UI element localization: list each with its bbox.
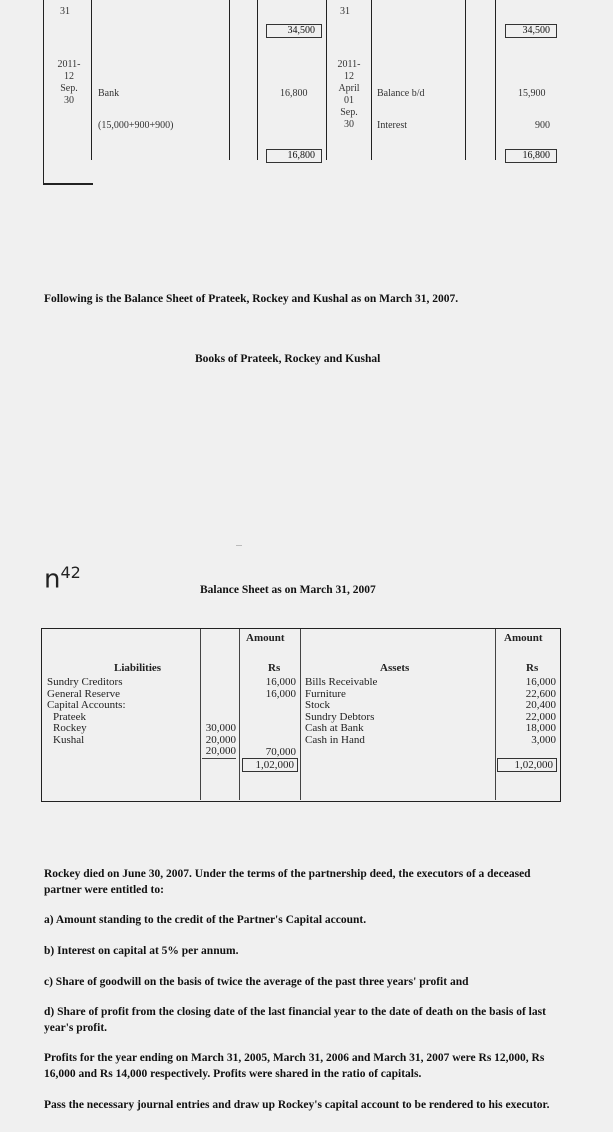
- asset-label: Bills Receivable: [305, 676, 378, 688]
- question-task: Pass the necessary journal entries and draw up Rockey's capital account to be rendered to his executor.: [44, 1099, 550, 1111]
- liability-label: General Reserve: [47, 687, 120, 700]
- liability-label: Prateek: [53, 710, 86, 723]
- liability-label: Capital Accounts:: [47, 699, 126, 711]
- question-item-a: a) Amount standing to the credit of the Partner's Capital account.: [44, 914, 367, 926]
- ledger-left-total: 16,800: [266, 149, 322, 163]
- ledger-right-amount-1: 15,900: [518, 88, 546, 99]
- question-profits: Profits for the year ending on March 31, 2005, March 31, 2006 and March 31, 2007 were Rs 12,000, Rs 16,000 and Rs 14,000 respectively. Profits were shared in the ratio of capitals.: [44, 1052, 545, 1080]
- ledger-right-particular-1: Balance b/d: [377, 88, 425, 99]
- ledger-right-amount-2: 900: [535, 120, 550, 131]
- capital-sub-amounts: 30,000 20,000 20,000: [202, 723, 236, 759]
- liabilities-list: [47, 677, 126, 746]
- rs-left: Rs: [268, 662, 281, 674]
- question-item-b: b) Interest on capital at 5% per annum.: [44, 945, 239, 957]
- asset-label: Sundry Debtors: [305, 710, 375, 723]
- ledger-top-right-total: 34,500: [505, 24, 557, 38]
- divider: [236, 545, 242, 546]
- liability-amounts: 16,000 16,000: [265, 676, 296, 700]
- ledger-top-mid-date: 31: [340, 6, 350, 17]
- ledger-left-date: 2011- 12 Sep. 30: [57, 59, 81, 106]
- ledger-left-note: (15,000+900+900): [98, 120, 174, 131]
- total-left: 1,02,000: [242, 758, 298, 772]
- intro-text: Following is the Balance Sheet of Prateek, Rockey and Kushal as on March 31, 2007.: [44, 293, 459, 305]
- ledger-left-amount: 16,800: [280, 88, 308, 99]
- balance-sheet-title: Balance Sheet as on March 31, 2007: [200, 584, 376, 596]
- amount-header-right: Amount: [504, 632, 543, 644]
- liability-label: Rockey: [53, 722, 87, 734]
- balance-sheet-table: [41, 628, 561, 802]
- total-right: 1,02,000: [497, 758, 557, 772]
- ledger-top-left-total: 34,500: [266, 24, 322, 38]
- ledger-right-date: 2011- 12 April 01 Sep. 30: [337, 59, 361, 130]
- ledger-left-particular: Bank: [98, 88, 120, 99]
- question-intro: Rockey died on June 30, 2007. Under the terms of the partnership deed, the executors of a deceased partner were entitled to:: [44, 868, 531, 896]
- question-item-d: d) Share of profit from the closing date of the last financial year to the date of death on the basis of last year's profit.: [44, 1006, 546, 1034]
- liabilities-header: Liabilities: [114, 662, 162, 674]
- asset-amounts: 16,000 22,600 20,400 22,000 18,000 3,000: [525, 676, 556, 746]
- rs-right: Rs: [526, 662, 539, 674]
- ledger-top-left-date: 31: [60, 6, 70, 17]
- page-watermark: $n^{42}$: [44, 563, 81, 595]
- books-title: Books of Prateek, Rockey and Kushal: [195, 353, 381, 365]
- amount-header-left: Amount: [246, 632, 285, 644]
- liability-label: Kushal: [53, 733, 85, 746]
- asset-label: Furniture: [305, 687, 346, 700]
- liability-label: Sundry Creditors: [47, 676, 123, 688]
- assets-list: [305, 677, 377, 746]
- assets-header: Assets: [380, 662, 410, 674]
- asset-label: Cash in Hand: [305, 733, 365, 746]
- ledger-right-total: 16,800: [505, 149, 557, 163]
- question-item-c: c) Share of goodwill on the basis of twice the average of the past three years' profit and: [44, 976, 469, 988]
- asset-label: Stock: [305, 699, 331, 711]
- capital-total: 70,000: [265, 746, 296, 758]
- asset-label: Cash at Bank: [305, 722, 364, 734]
- ledger-right-particular-2: Interest: [377, 120, 407, 131]
